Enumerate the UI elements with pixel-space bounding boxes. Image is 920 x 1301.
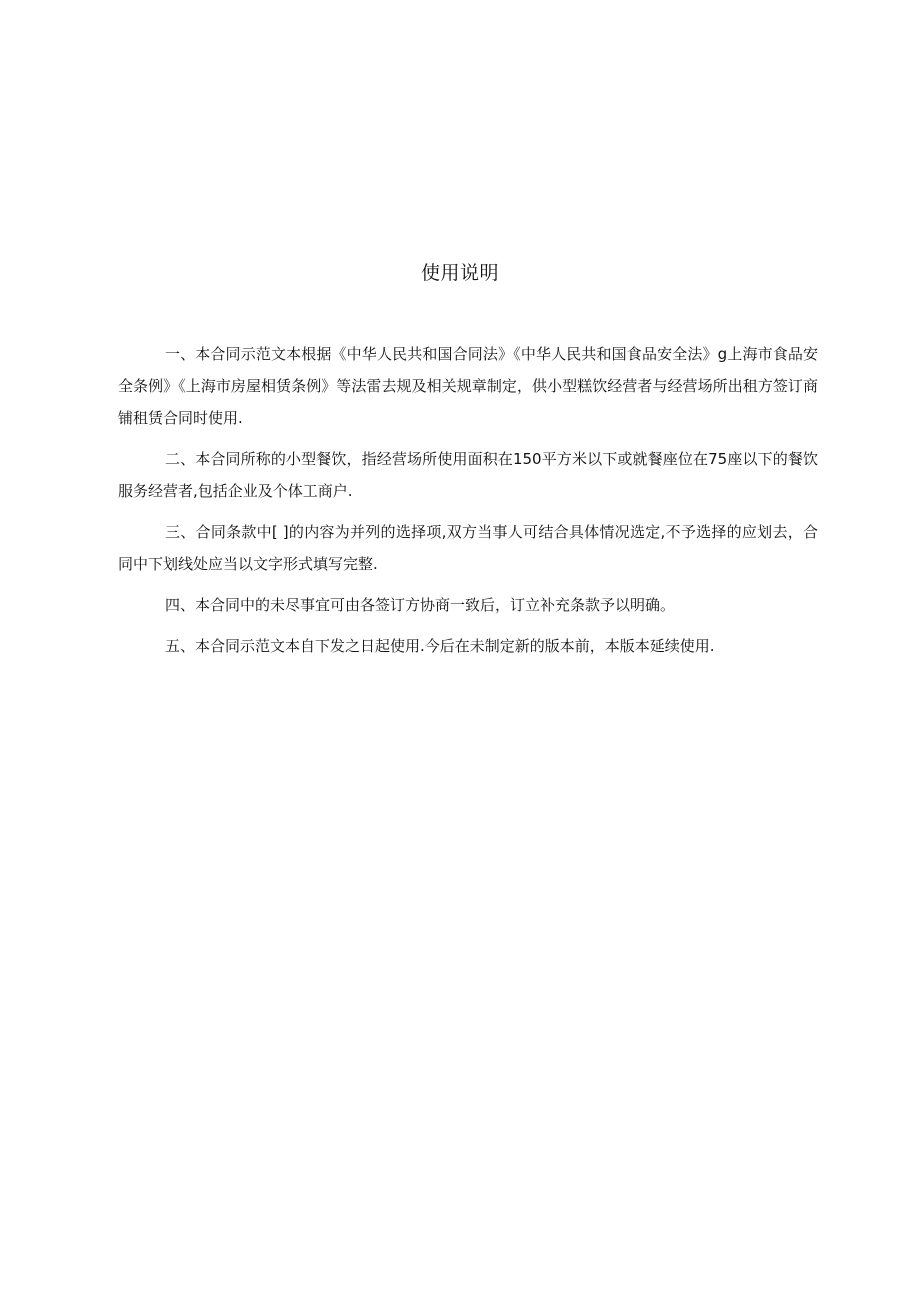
document-body — [118, 338, 818, 671]
paragraph-2: 二、本合同所称的小型餐饮，指经营场所使用面积在150平方米以下或就餐座位在75座以下的餐饮服务经营者,包括企业及个体工商户. — [118, 450, 818, 500]
document-title: 使用说明 — [420, 262, 499, 284]
paragraph-5: 五、本合同示范文本自下发之日起使用.今后在未制定新的版本前，本版本延续使用. — [165, 637, 715, 655]
paragraph-4: 四、本合同中的未尽事宜可由各签订方协商一致后，订立补充条款予以明确。 — [165, 596, 676, 614]
paragraph-1: 一、本合同示范文本根据《中华人民共和国合同法》《中华人民共和国食品安全法》g上海市食品安全条例》《上海市房屋相赁条例》等法雷去规及相关规章制定，供小型糕饮经营者与经营场所出租方签订商铺租赁合同时使用. — [118, 345, 818, 427]
paragraph-3: 三、合同条款中[ ]的内容为并列的选择项,双方当事人可结合具体情况选定,不予选择的应划去，合同中下划线处应当以文字形式填写完整. — [118, 523, 818, 573]
